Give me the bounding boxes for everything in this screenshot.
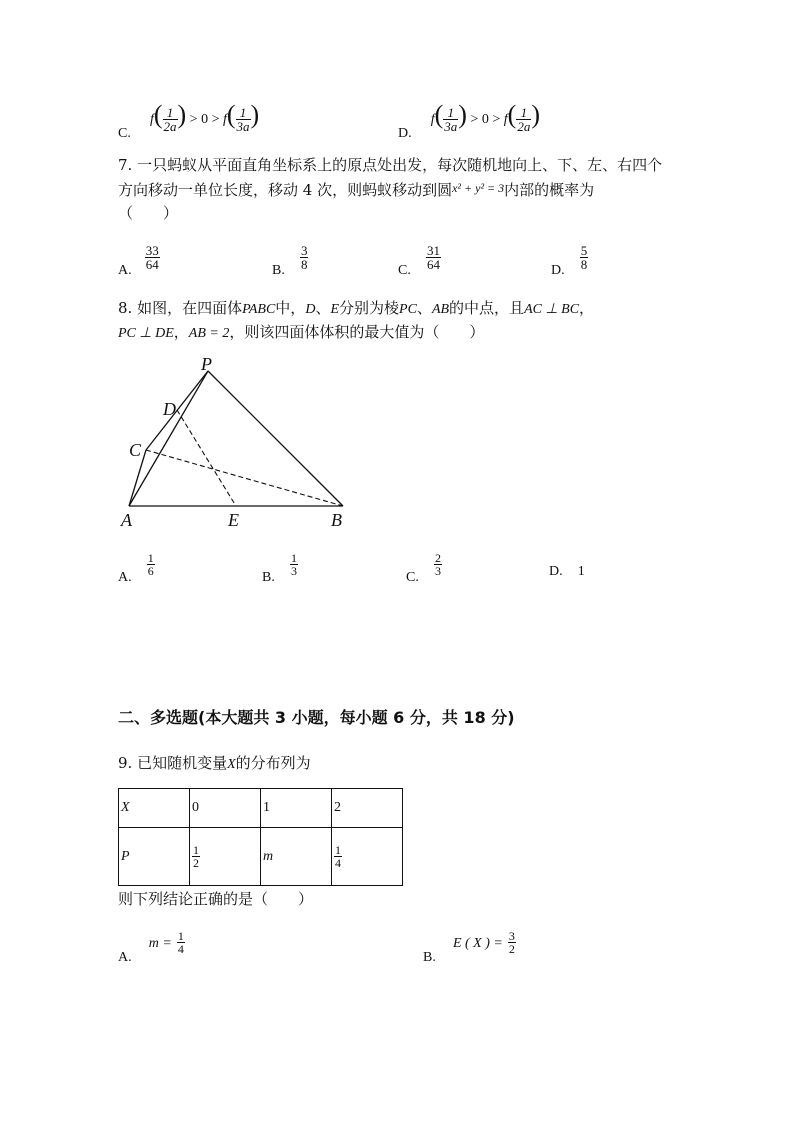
q7-option-b: B. $\frac{3}{8}$	[272, 243, 308, 278]
q9-option-a: A. m = $\frac{1}{4}$	[118, 929, 184, 965]
q8-option-b: B. $\frac{1}{3}$	[262, 551, 297, 585]
q9-option-b: B. E ( X ) = $\frac{3}{2}$	[423, 929, 515, 965]
q9-stem: 9. 已知随机变量X的分布列为	[118, 754, 311, 772]
q8-stem-line1: 8. 如图，在四面体PABC中，D、E分别为棱PC、AB的中点，且AC ⊥ BC，	[118, 299, 595, 317]
table-row	[119, 789, 403, 828]
edge-pa	[129, 371, 208, 506]
label-a: A	[121, 510, 132, 530]
table-cell: X	[119, 789, 190, 828]
label-e: E	[228, 510, 239, 530]
q9-question: 则下列结论正确的是（ ）	[118, 890, 314, 908]
q7-stem-line2: 方向移动一单位长度，移动 4 次，则蚂蚁移动到圆$^{x^2 + y^2 = 3}$内部的概率为	[118, 181, 595, 199]
q7-stem-line1: 7. 一只蚂蚁从平面直角坐标系上的原点处出发，每次随机地向上、下、左、右四个	[118, 156, 663, 174]
tetrahedron-figure	[110, 355, 360, 535]
distribution-table	[118, 788, 403, 886]
table-cell: 0	[190, 789, 261, 828]
label-p: P	[201, 355, 212, 374]
q7-option-c: C. $\frac{31}{64}$	[398, 243, 440, 278]
option-label: C.	[118, 126, 131, 141]
table-cell: m	[261, 828, 332, 886]
edge-pb	[208, 371, 343, 506]
table-cell: $\frac{1}{2}$	[190, 828, 261, 886]
option-label: D.	[398, 126, 412, 141]
label-b: B	[331, 510, 342, 530]
q7-stem-line3: （ ）	[118, 204, 179, 222]
label-c: C	[129, 440, 142, 460]
q7-option-d: D. $\frac{5}{8}$	[551, 243, 588, 278]
section-heading: 二、多选题(本大题共 3 小题，每小题 6 分，共 18 分)	[118, 708, 515, 727]
segment-de	[177, 410, 236, 506]
label-d: D	[163, 399, 176, 419]
table-cell: P	[119, 828, 190, 886]
q7-option-a: A. $\frac{33}{64}$	[118, 243, 159, 278]
q8-option-a: A. $\frac{1}{6}$	[118, 551, 154, 585]
q8-option-c: C. $\frac{2}{3}$	[406, 551, 441, 585]
table-cell: $\frac{1}{4}$	[332, 828, 403, 886]
q8-stem-line2: PC ⊥ DE，AB = 2，则该四面体体积的最大值为（ ）	[118, 323, 485, 341]
edge-cb	[146, 450, 343, 506]
table-cell: 2	[332, 789, 403, 828]
table-cell: 1	[261, 789, 332, 828]
q8-option-d: D. 1	[549, 564, 585, 579]
q6-option-d: D. f( $\frac{1}{3a}$ ) > 0 > f( $\frac{1}{2a}$ )	[398, 100, 540, 141]
table-row	[119, 828, 403, 886]
q6-option-c: C. f( $\frac{1}{2a}$ ) > 0 > f( $\frac{1}{3a}$ )	[118, 100, 260, 141]
